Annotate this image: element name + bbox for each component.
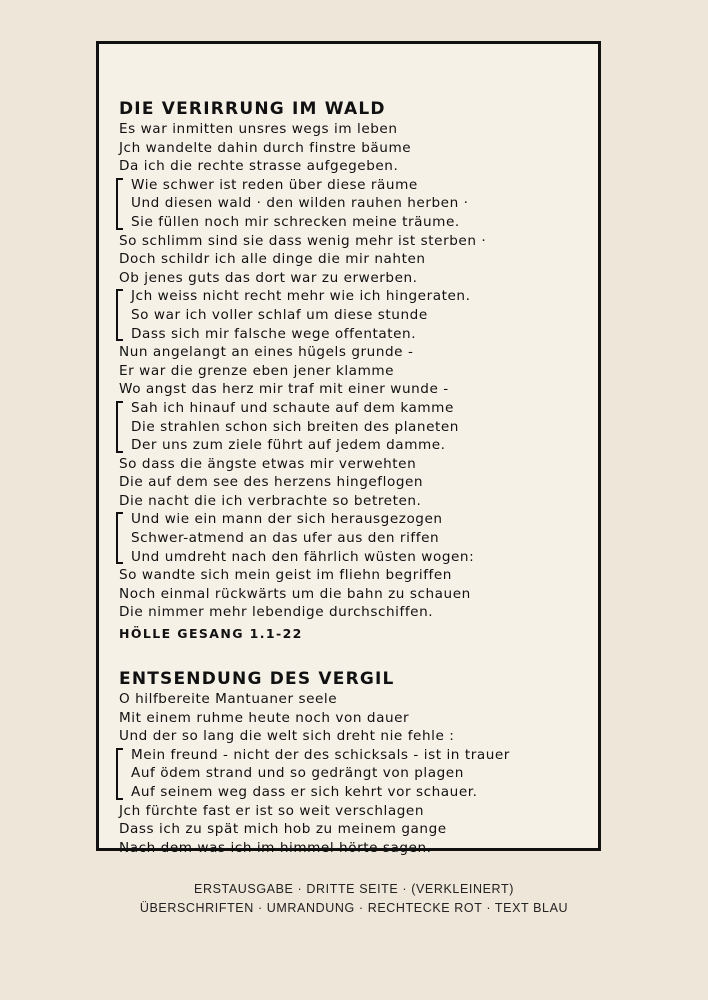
caption-line: ERSTAUSGABE · DRITTE SEITE · (VERKLEINERT) bbox=[194, 882, 514, 896]
verse-line: So wandte sich mein geist im fliehn begriffen bbox=[119, 567, 452, 584]
verse-line: Auf ödem strand und so gedrängt von plagen bbox=[131, 765, 464, 782]
source-reference: HÖLLE GESANG 1.1-22 bbox=[119, 626, 303, 642]
verse-line: Und der so lang die welt sich dreht nie fehle : bbox=[119, 728, 455, 745]
verse-line: Nun angelangt an eines hügels grunde - bbox=[119, 344, 414, 361]
verse-line: Mein freund - nicht der des schicksals - ist in trauer bbox=[131, 746, 510, 763]
verse-line: Doch schildr ich alle dinge die mir nahten bbox=[119, 251, 426, 268]
verse-line: Sah ich hinauf und schaute auf dem kamme bbox=[131, 399, 454, 416]
verse-line: Dass sich mir falsche wege offentaten. bbox=[131, 325, 417, 342]
intro-verse bbox=[119, 120, 584, 176]
verse-line: So war ich voller schlaf um diese stunde bbox=[131, 306, 428, 323]
verse-line: Und umdreht nach den fährlich wüsten wogen: bbox=[131, 548, 475, 565]
verse-line: Nach dem was ich im himmel hörte sagen. bbox=[119, 839, 432, 856]
poem-title-verirrung: DIE VERIRRUNG IM WALD bbox=[119, 99, 386, 119]
verse-line: Sie füllen noch mir schrecken meine träume. bbox=[131, 213, 460, 230]
poem-title-entsendung: ENTSENDUNG DES VERGIL bbox=[119, 669, 395, 690]
verse-line: Jch fürchte fast er ist so weit verschlagen bbox=[119, 802, 425, 819]
verse bbox=[119, 343, 584, 399]
bracketed-verse bbox=[119, 399, 584, 455]
bracketed-verse bbox=[119, 746, 584, 802]
page-frame bbox=[96, 41, 601, 856]
verse-line: Und wie ein mann der sich herausgezogen bbox=[131, 511, 443, 528]
verse-line: Die nimmer mehr lebendige durchschiffen. bbox=[119, 604, 434, 621]
verse-line: Dass ich zu spät mich hob zu meinem gange bbox=[119, 821, 447, 838]
verse-line: Schwer-atmend an das ufer aus den riffen bbox=[131, 530, 440, 547]
verse bbox=[119, 455, 584, 511]
verse-line: So dass die ängste etwas mir verwehten bbox=[119, 455, 417, 472]
verse-line: Noch einmal rückwärts um die bahn zu schauen bbox=[119, 585, 471, 602]
verse bbox=[119, 566, 584, 622]
verse-line: Die auf dem see des herzens hingeflogen bbox=[119, 474, 424, 491]
verse-line: O hilfbereite Mantuaner seele bbox=[119, 691, 338, 708]
verse-line: Jch wandelte dahin durch finstre bäume bbox=[119, 139, 412, 156]
verse-line: Die strahlen schon sich breiten des planeten bbox=[131, 418, 459, 435]
verse-line: Es war inmitten unsres wegs im leben bbox=[119, 121, 398, 137]
verse-line: Er war die grenze eben jener klamme bbox=[119, 362, 395, 379]
verse-line: Und diesen wald · den wilden rauhen herben · bbox=[131, 195, 469, 212]
bracketed-verse bbox=[119, 510, 584, 566]
verse bbox=[119, 232, 584, 288]
verse-line: Jch weiss nicht recht mehr wie ich hingeraten. bbox=[131, 288, 471, 305]
caption-line: ÜBERSCHRIFTEN · UMRANDUNG · RECHTECKE ROT · TEXT BLAU bbox=[139, 901, 569, 915]
verse-line: Ob jenes guts das dort war zu erwerben. bbox=[119, 269, 418, 286]
verse-line: Der uns zum ziele führt auf jedem damme. bbox=[131, 437, 446, 454]
verse-line: Die nacht die ich verbrachte so betreten. bbox=[119, 492, 422, 509]
verse-line: Auf seinem weg dass er sich kehrt vor schauer. bbox=[131, 784, 478, 800]
verse-line: Wie schwer ist reden über diese räume bbox=[131, 176, 418, 193]
section-spacer bbox=[119, 644, 584, 668]
intro-verse bbox=[119, 690, 584, 746]
bracketed-verse bbox=[119, 287, 584, 343]
verse bbox=[119, 802, 584, 858]
edition-caption bbox=[0, 880, 708, 918]
verse-line: So schlimm sind sie dass wenig mehr ist sterben · bbox=[119, 232, 487, 249]
verse-line: Da ich die rechte strasse aufgegeben. bbox=[119, 158, 399, 175]
verse-line: Wo angst das herz mir traf mit einer wunde - bbox=[119, 381, 449, 398]
verse-line: Mit einem ruhme heute noch von dauer bbox=[119, 709, 410, 726]
bracketed-verse bbox=[119, 176, 584, 232]
poem-content bbox=[119, 98, 584, 857]
